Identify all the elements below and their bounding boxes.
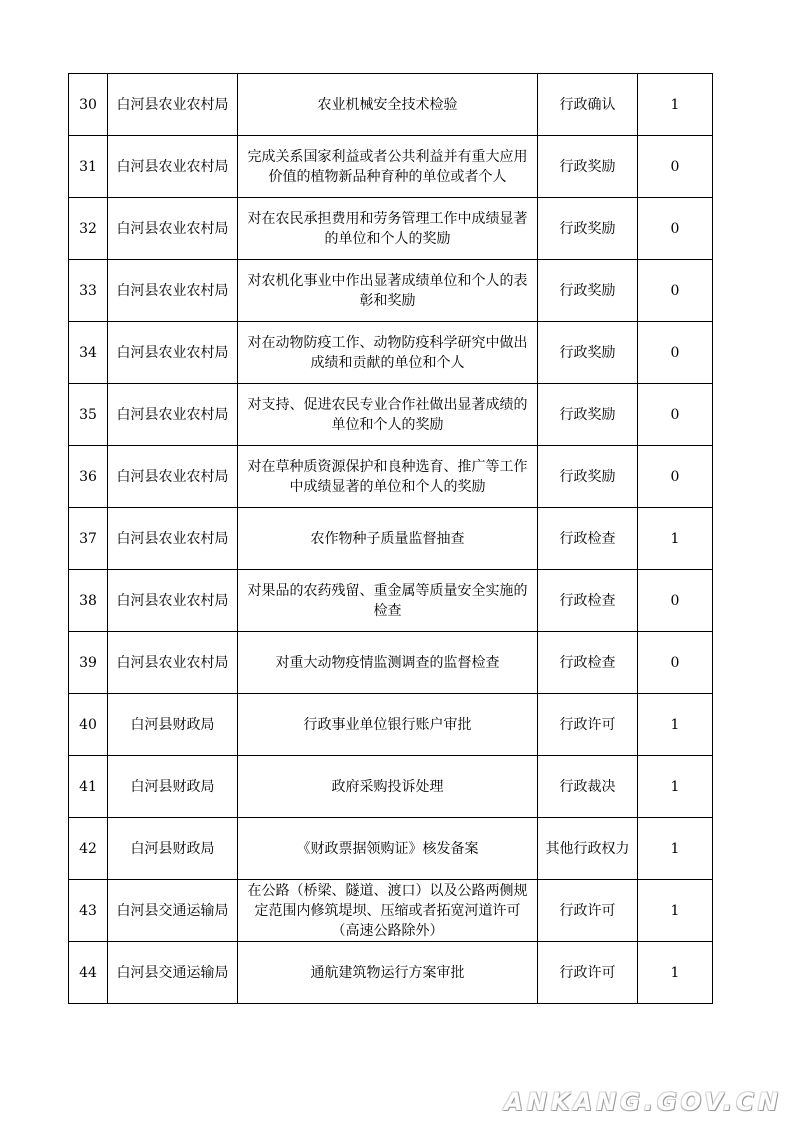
power-type-cell: 行政裁决 xyxy=(538,756,638,818)
row-number-cell: 40 xyxy=(69,694,108,756)
table-body xyxy=(69,74,713,1004)
department-cell: 白河县农业农村局 xyxy=(108,570,238,632)
count-cell: 0 xyxy=(638,260,713,322)
power-item-cell: 农业机械安全技术检验 xyxy=(238,74,538,136)
department-cell: 白河县财政局 xyxy=(108,756,238,818)
table-row xyxy=(69,570,713,632)
row-number-cell: 33 xyxy=(69,260,108,322)
row-number-cell: 42 xyxy=(69,818,108,880)
table-row xyxy=(69,384,713,446)
power-item-cell: 对在草种质资源保护和良种选育、推广等工作中成绩显著的单位和个人的奖励 xyxy=(238,446,538,508)
row-number-cell: 36 xyxy=(69,446,108,508)
power-type-cell: 行政许可 xyxy=(538,880,638,942)
row-number-cell: 44 xyxy=(69,942,108,1004)
power-type-cell: 行政检查 xyxy=(538,570,638,632)
count-cell: 1 xyxy=(638,694,713,756)
count-cell: 0 xyxy=(638,446,713,508)
count-cell: 1 xyxy=(638,818,713,880)
row-number-cell: 31 xyxy=(69,136,108,198)
department-cell: 白河县农业农村局 xyxy=(108,632,238,694)
power-type-cell: 行政奖励 xyxy=(538,322,638,384)
count-cell: 1 xyxy=(638,880,713,942)
table-row xyxy=(69,756,713,818)
power-item-cell: 农作物种子质量监督抽查 xyxy=(238,508,538,570)
row-number-cell: 32 xyxy=(69,198,108,260)
table-row xyxy=(69,632,713,694)
department-cell: 白河县农业农村局 xyxy=(108,136,238,198)
department-cell: 白河县农业农村局 xyxy=(108,198,238,260)
count-cell: 1 xyxy=(638,942,713,1004)
power-type-cell: 行政确认 xyxy=(538,74,638,136)
table-row xyxy=(69,136,713,198)
table-row xyxy=(69,942,713,1004)
department-cell: 白河县财政局 xyxy=(108,818,238,880)
power-item-cell: 对重大动物疫情监测调查的监督检查 xyxy=(238,632,538,694)
power-type-cell: 行政检查 xyxy=(538,632,638,694)
count-cell: 1 xyxy=(638,74,713,136)
power-type-cell: 行政奖励 xyxy=(538,446,638,508)
power-type-cell: 行政检查 xyxy=(538,508,638,570)
table-row xyxy=(69,198,713,260)
power-type-cell: 其他行政权力 xyxy=(538,818,638,880)
power-type-cell: 行政奖励 xyxy=(538,198,638,260)
table-row xyxy=(69,818,713,880)
count-cell: 0 xyxy=(638,384,713,446)
power-item-cell: 《财政票据领购证》核发备案 xyxy=(238,818,538,880)
count-cell: 0 xyxy=(638,570,713,632)
department-cell: 白河县农业农村局 xyxy=(108,260,238,322)
power-item-cell: 对果品的农药残留、重金属等质量安全实施的检查 xyxy=(238,570,538,632)
count-cell: 0 xyxy=(638,136,713,198)
power-type-cell: 行政奖励 xyxy=(538,136,638,198)
power-item-cell: 通航建筑物运行方案审批 xyxy=(238,942,538,1004)
power-type-cell: 行政许可 xyxy=(538,694,638,756)
power-item-cell: 完成关系国家利益或者公共利益并有重大应用价值的植物新品种育种的单位或者个人 xyxy=(238,136,538,198)
power-item-cell: 对在农民承担费用和劳务管理工作中成绩显著的单位和个人的奖励 xyxy=(238,198,538,260)
department-cell: 白河县财政局 xyxy=(108,694,238,756)
department-cell: 白河县农业农村局 xyxy=(108,322,238,384)
table-row xyxy=(69,880,713,942)
power-item-cell: 在公路（桥梁、隧道、渡口）以及公路两侧规定范围内修筑堤坝、压缩或者拓宽河道许可（高速公路除外） xyxy=(238,880,538,942)
department-cell: 白河县农业农村局 xyxy=(108,446,238,508)
row-number-cell: 34 xyxy=(69,322,108,384)
count-cell: 1 xyxy=(638,508,713,570)
table-row xyxy=(69,260,713,322)
table-row xyxy=(69,694,713,756)
department-cell: 白河县交通运输局 xyxy=(108,942,238,1004)
power-list-table xyxy=(68,73,713,1004)
power-type-cell: 行政奖励 xyxy=(538,384,638,446)
power-item-cell: 对支持、促进农民专业合作社做出显著成绩的单位和个人的奖励 xyxy=(238,384,538,446)
department-cell: 白河县农业农村局 xyxy=(108,508,238,570)
count-cell: 1 xyxy=(638,756,713,818)
count-cell: 0 xyxy=(638,198,713,260)
row-number-cell: 41 xyxy=(69,756,108,818)
row-number-cell: 38 xyxy=(69,570,108,632)
row-number-cell: 37 xyxy=(69,508,108,570)
power-item-cell: 行政事业单位银行账户审批 xyxy=(238,694,538,756)
count-cell: 0 xyxy=(638,322,713,384)
power-item-cell: 政府采购投诉处理 xyxy=(238,756,538,818)
department-cell: 白河县农业农村局 xyxy=(108,384,238,446)
site-watermark: ANKANG.GOV.CN xyxy=(504,1088,782,1116)
power-type-cell: 行政奖励 xyxy=(538,260,638,322)
table-row xyxy=(69,508,713,570)
table-row xyxy=(69,74,713,136)
row-number-cell: 35 xyxy=(69,384,108,446)
power-item-cell: 对在动物防疫工作、动物防疫科学研究中做出成绩和贡献的单位和个人 xyxy=(238,322,538,384)
table-row xyxy=(69,322,713,384)
table-row xyxy=(69,446,713,508)
count-cell: 0 xyxy=(638,632,713,694)
row-number-cell: 39 xyxy=(69,632,108,694)
power-type-cell: 行政许可 xyxy=(538,942,638,1004)
row-number-cell: 43 xyxy=(69,880,108,942)
department-cell: 白河县交通运输局 xyxy=(108,880,238,942)
department-cell: 白河县农业农村局 xyxy=(108,74,238,136)
power-item-cell: 对农机化事业中作出显著成绩单位和个人的表彰和奖励 xyxy=(238,260,538,322)
row-number-cell: 30 xyxy=(69,74,108,136)
